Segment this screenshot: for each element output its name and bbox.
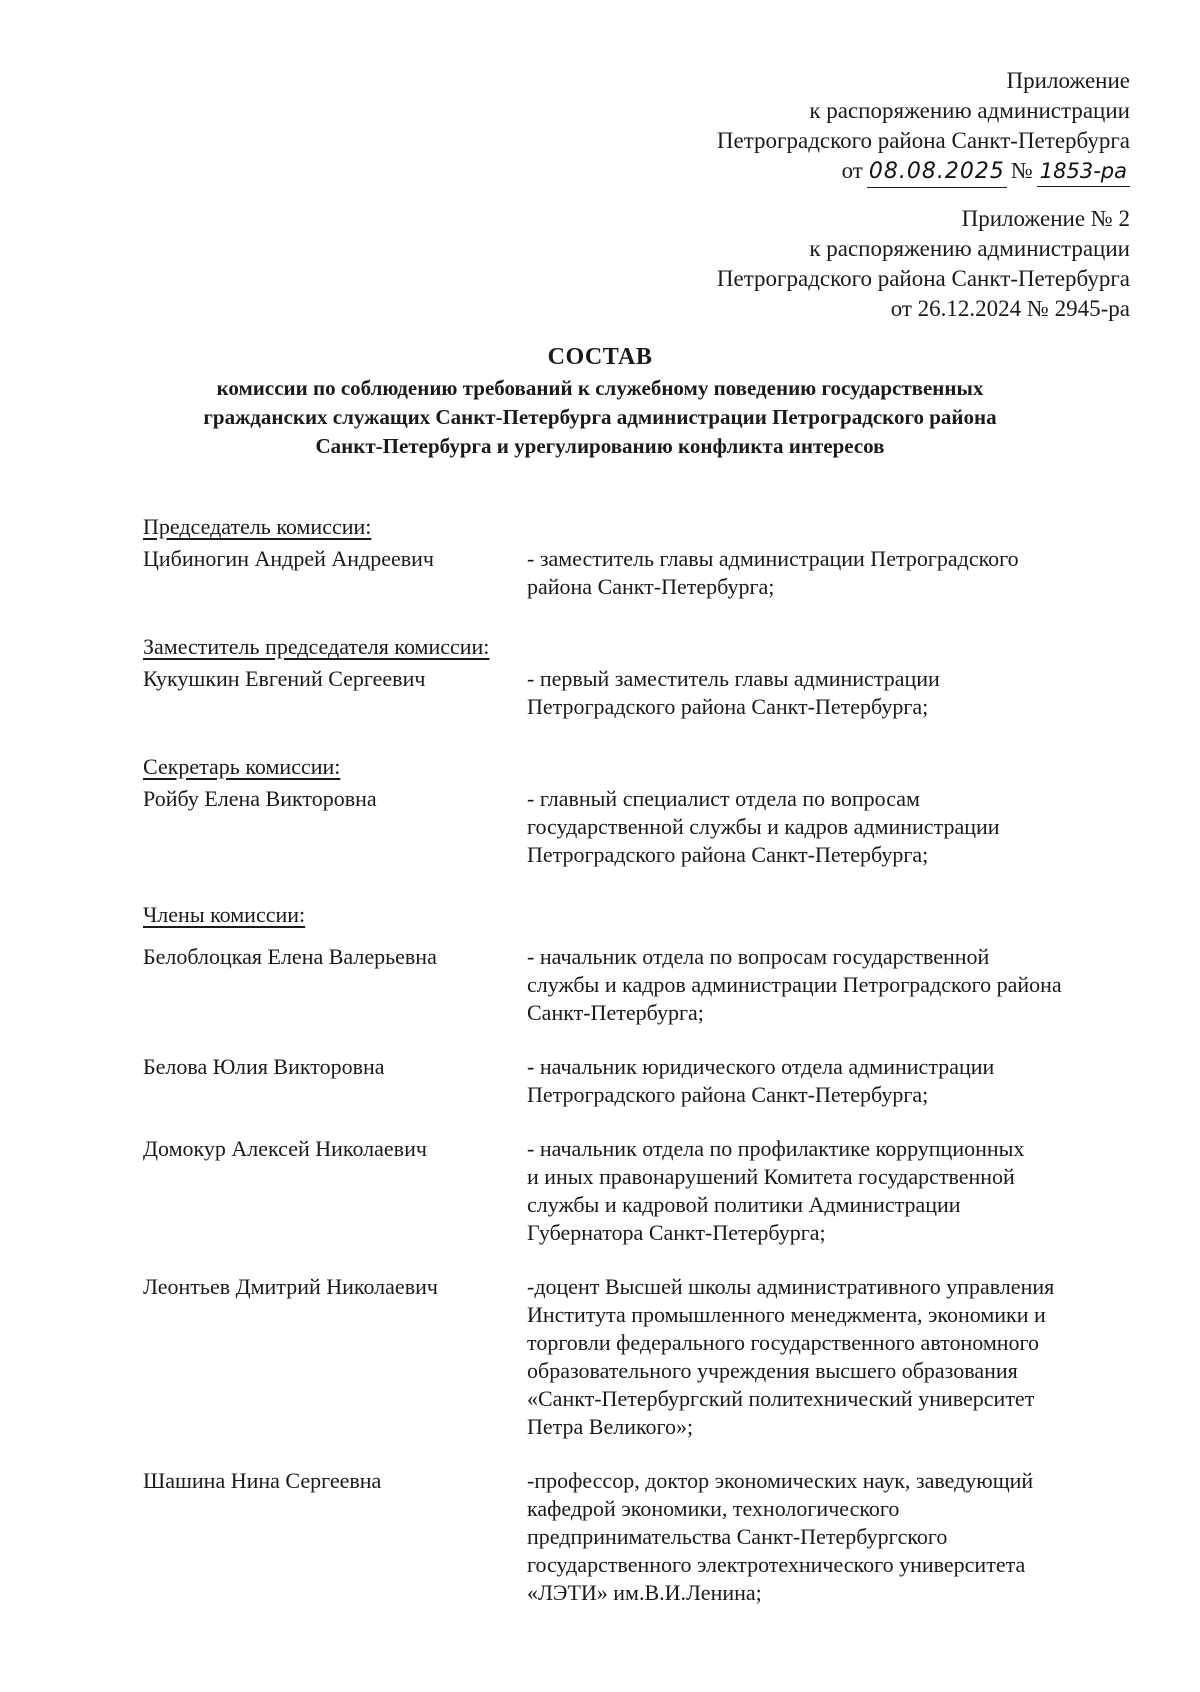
section-title: Председатель комиссии: bbox=[143, 514, 372, 539]
section-members bbox=[143, 901, 1133, 1607]
appendix-line: от 26.12.2024 № 2945-ра bbox=[890, 296, 1130, 321]
member-row bbox=[143, 1053, 1133, 1109]
handwritten-number: 1853-ра bbox=[1037, 156, 1130, 187]
appendix-line: Приложение № 2 bbox=[961, 206, 1130, 231]
handwritten-date: 08.08.2025 bbox=[867, 157, 1007, 188]
date-prefix: от bbox=[841, 158, 863, 183]
title-main: СОСТАВ bbox=[547, 344, 653, 370]
document-title bbox=[100, 340, 1100, 461]
number-prefix: № bbox=[1010, 158, 1033, 183]
title-sub-line: гражданских служащих Санкт-Петербурга администрации Петроградского района bbox=[203, 405, 997, 429]
member-name: Цибиногин Андрей Андреевич bbox=[143, 546, 434, 571]
section-chairman bbox=[143, 513, 1133, 601]
member-position: -доцент Высшей школы административного управления Института промышленного менеджмента, экономики и торговли федерального государственного автономного образовательного учреждения высшего образования «Санкт-Петербургский политехнический университет Петра Великого»; bbox=[527, 1274, 1055, 1439]
section-secretary bbox=[143, 753, 1133, 869]
appendix-line: Петроградского района Санкт-Петербурга bbox=[716, 266, 1130, 291]
appendix-header-current bbox=[717, 66, 1130, 188]
member-position: - начальник отдела по вопросам государственной службы и кадров администрации Петроградского района Санкт-Петербурга; bbox=[527, 944, 1062, 1025]
member-name: Белова Юлия Викторовна bbox=[143, 1054, 385, 1079]
appendix-line: к распоряжению администрации bbox=[809, 236, 1130, 261]
section-title: Члены комиссии: bbox=[143, 902, 306, 927]
appendix-line: к распоряжению администрации bbox=[809, 98, 1130, 123]
member-row bbox=[143, 785, 1133, 869]
member-row bbox=[143, 1273, 1133, 1441]
member-row bbox=[143, 545, 1133, 601]
member-position: - заместитель главы администрации Петроградского района Санкт-Петербурга; bbox=[527, 546, 1019, 599]
appendix-header-original bbox=[717, 204, 1130, 324]
member-name: Шашина Нина Сергеевна bbox=[143, 1468, 382, 1493]
section-title: Заместитель председателя комиссии: bbox=[143, 634, 490, 659]
title-sub-line: Санкт-Петербурга и урегулированию конфликта интересов bbox=[315, 434, 885, 458]
section-vice-chairman bbox=[143, 633, 1133, 721]
section-title: Секретарь комиссии: bbox=[143, 754, 341, 779]
appendix-line: Петроградского района Санкт-Петербурга bbox=[716, 128, 1130, 153]
member-position: - начальник юридического отдела администрации Петроградского района Санкт-Петербурга; bbox=[527, 1054, 995, 1107]
appendix-date-line bbox=[717, 156, 1130, 188]
commission-roster bbox=[143, 513, 1133, 1607]
title-sub-line: комиссии по соблюдению требований к служебному поведению государственных bbox=[216, 376, 984, 400]
member-position: - первый заместитель главы администрации Петроградского района Санкт-Петербурга; bbox=[527, 666, 940, 719]
member-row bbox=[143, 665, 1133, 721]
member-position: - главный специалист отдела по вопросам государственной службы и кадров администрации Петроградского района Санкт-Петербурга; bbox=[527, 786, 1000, 867]
member-row bbox=[143, 1467, 1133, 1607]
member-name: Ройбу Елена Викторовна bbox=[143, 786, 377, 811]
member-row bbox=[143, 1135, 1133, 1247]
appendix-line: Приложение bbox=[1006, 68, 1130, 93]
member-position: - начальник отдела по профилактике коррупционных и иных правонарушений Комитета государственной службы и кадровой политики Администрации Губернатора Санкт-Петербурга; bbox=[527, 1136, 1025, 1245]
member-name: Белоблоцкая Елена Валерьевна bbox=[143, 944, 437, 969]
member-name: Кукушкин Евгений Сергеевич bbox=[143, 666, 426, 691]
member-position: -профессор, доктор экономических наук, заведующий кафедрой экономики, технологического предпринимательства Санкт-Петербургского государственного электротехнического университета «ЛЭТИ» им.В.И.Ленина; bbox=[527, 1468, 1034, 1605]
member-name: Домокур Алексей Николаевич bbox=[143, 1136, 427, 1161]
member-name: Леонтьев Дмитрий Николаевич bbox=[143, 1274, 438, 1299]
member-row bbox=[143, 943, 1133, 1027]
